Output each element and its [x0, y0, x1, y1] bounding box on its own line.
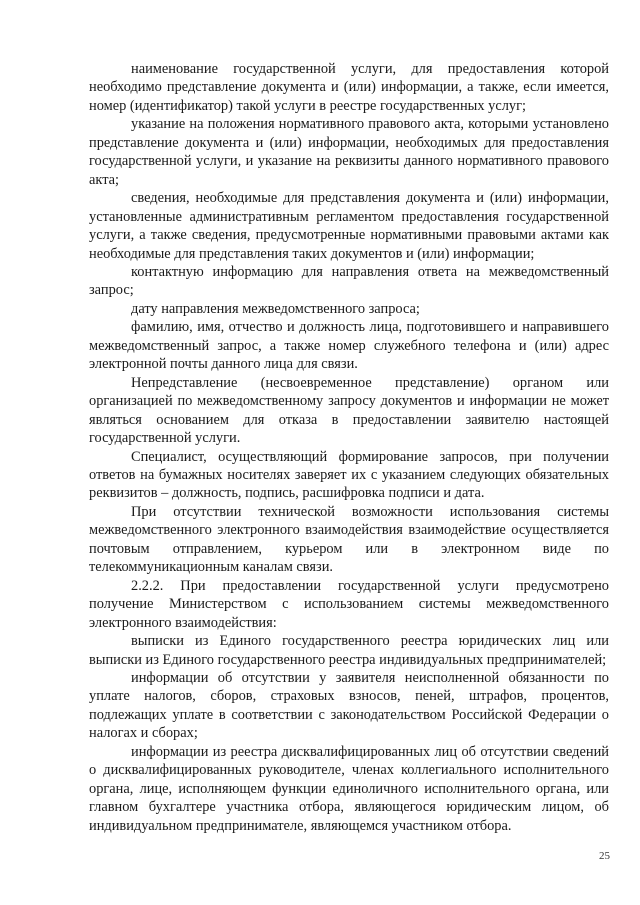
paragraph-registry-extracts: выписки из Единого государственного реестра юридических лиц или выписки из Единого государственного реестра индивидуальных предпринимателей;	[89, 633, 609, 668]
paragraph-non-submission: Непредставление (несвоевременное представление) органом или организацией по межведомственному запросу документов и информации не может являться основанием для отказа в предоставлении заявителю настоящей государственной услуги.	[89, 374, 609, 447]
paragraph-section-2-2-2: 2.2.2. При предоставлении государственной услуги предусмотрено получение Министерством с использованием системы межведомственного электронного взаимодействия:	[89, 577, 609, 631]
paragraph-contact-info: контактную информацию для направления ответа на межведомственный запрос;	[89, 263, 609, 299]
paragraph-no-technical-possibility: При отсутствии технической возможности использования системы межведомственного электронного взаимодействия взаимодействие осуществляется почтовым отправлением, курьером или в электронном виде по телекоммуникационным каналам связи.	[89, 503, 609, 576]
document-body	[89, 60, 609, 835]
paragraph-required-info: сведения, необходимые для представления документа и (или) информации, установленные административным регламентом предоставления государственной услуги, а также сведения, предусмотренные нормативными правовыми актами как необходимые для представления таких документов и (или) информации;	[89, 190, 609, 262]
paragraph-service-name: наименование государственной услуги, для предоставления которой необходимо представление документа и (или) информации, а также, если имеется, номер (идентификатор) такой услуги в реестре государственных услуг;	[89, 61, 609, 114]
paragraph-paper-responses: Специалист, осуществляющий формирование запросов, при получении ответов на бумажных носителях заверяет их с указанием следующих обязательных реквизитов – должность, подпись, расшифровка подписи и дата.	[89, 448, 609, 502]
paragraph-responsible-person: фамилию, имя, отчество и должность лица, подготовившего и направившего межведомственный запрос, а также номер служебного телефона и (или) адрес электронной почты данного лица для связи.	[89, 319, 609, 373]
paragraph-tax-obligations: информации об отсутствии у заявителя неисполненной обязанности по уплате налогов, сборов, страховых взносов, пеней, штрафов, процентов, подлежащих уплате в соответствии с законодательством Российской Федерации о налогах и сборах;	[89, 669, 609, 742]
page-number: 25	[599, 850, 610, 862]
paragraph-disqualified-persons: информации из реестра дисквалифицированных лиц об отсутствии сведений о дисквалифицированных руководителе, членах коллегиального исполнительного органа, лице, исполняющем функции единоличного исполнительного органа, или главном бухгалтере участника отбора, являющегося юридическим лицом, об индивидуальном предпринимателе, являющемся участником отбора.	[89, 743, 609, 834]
paragraph-request-date: дату направления межведомственного запроса;	[131, 300, 420, 317]
paragraph-legal-act: указание на положения нормативного правового акта, которыми установлено представление документа и (или) информации, необходимых для предоставления государственной услуги, и указание на реквизиты данного нормативного правового акта;	[89, 116, 609, 188]
